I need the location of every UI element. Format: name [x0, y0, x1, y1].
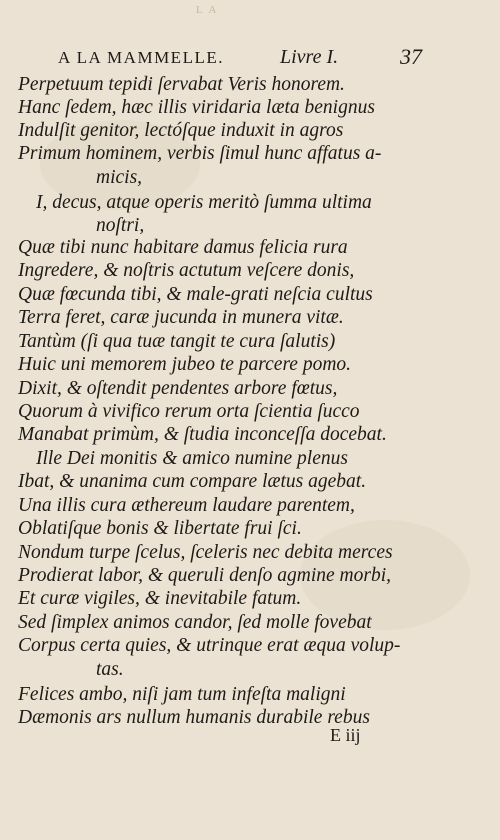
verse-line: Quæ tibi nunc habitare damus felicia rura	[18, 237, 348, 258]
verse-line: Huic uni memorem jubeo te parcere pomo.	[18, 354, 352, 375]
page-header	[58, 46, 428, 72]
verse-line-continuation: tas.	[96, 659, 124, 680]
verse-line: Et curæ vigiles, & inevitabile fatum.	[18, 588, 302, 609]
page-number: 37	[400, 44, 422, 69]
verse-line: Perpetuum tepidi ſervabat Veris honorem.	[18, 74, 345, 95]
verse-line: Dixit, & oſtendit pendentes arbore fœtus,	[18, 378, 338, 399]
running-title: A LA MAMMELLE.	[58, 48, 224, 67]
verse-line: Prodierat labor, & queruli denſo agmine morbi,	[18, 565, 392, 586]
verse-line: Tantùm (ſi qua tuæ tangit te cura ſalutis)	[18, 331, 336, 352]
verse-line: Nondum turpe ſcelus, ſceleris nec debita merces	[18, 542, 393, 563]
verse-line: Una illis cura æthereum laudare parentem,	[18, 495, 355, 516]
verse-text	[0, 74, 500, 728]
verse-line: Sed ſimplex animos candor, ſed molle fovebat	[18, 612, 372, 633]
verse-line: Quæ fœcunda tibi, & male-grati neſcia cultus	[18, 284, 373, 305]
book-number: Livre I.	[280, 46, 339, 68]
verse-line: Terra feret, caræ jucunda in munera vitæ.	[18, 307, 344, 328]
verse-line: Oblatiſque bonis & libertate frui ſci.	[18, 518, 302, 539]
verse-line: I, decus, atque operis meritò ſumma ultima	[36, 192, 372, 213]
verse-line: Ibat, & unanima cum compare lætus agebat.	[18, 471, 367, 492]
verse-line: Hanc ſedem, hæc illis viridaria læta benignus	[18, 97, 375, 118]
signature-mark: E iij	[330, 725, 361, 745]
verse-line: Ingredere, & noſtris actutum veſcere donis,	[18, 260, 355, 281]
verse-line: Primum hominem, verbis ſimul hunc affatus a-	[18, 143, 382, 164]
bleed-through-text: L A	[196, 4, 219, 16]
verse-line-continuation: micis,	[96, 167, 143, 188]
verse-line: Quorum à vivifico rerum orta ſcientia ſucco	[18, 401, 360, 422]
verse-line: Ille Dei monitis & amico numine plenus	[36, 448, 348, 469]
verse-line: Dæmonis ars nullum humanis durabile rebus	[18, 707, 370, 728]
verse-line-continuation: noſtri,	[96, 215, 145, 236]
verse-line: Felices ambo, niſi jam tum infeſta maligni	[18, 684, 346, 705]
verse-line: Manabat primùm, & ſtudia inconceſſa docebat.	[18, 424, 387, 445]
verse-line: Corpus certa quies, & utrinque erat æqua volup-	[18, 635, 401, 656]
verse-line: Indulſit genitor, lectóſque induxit in agros	[18, 120, 344, 141]
